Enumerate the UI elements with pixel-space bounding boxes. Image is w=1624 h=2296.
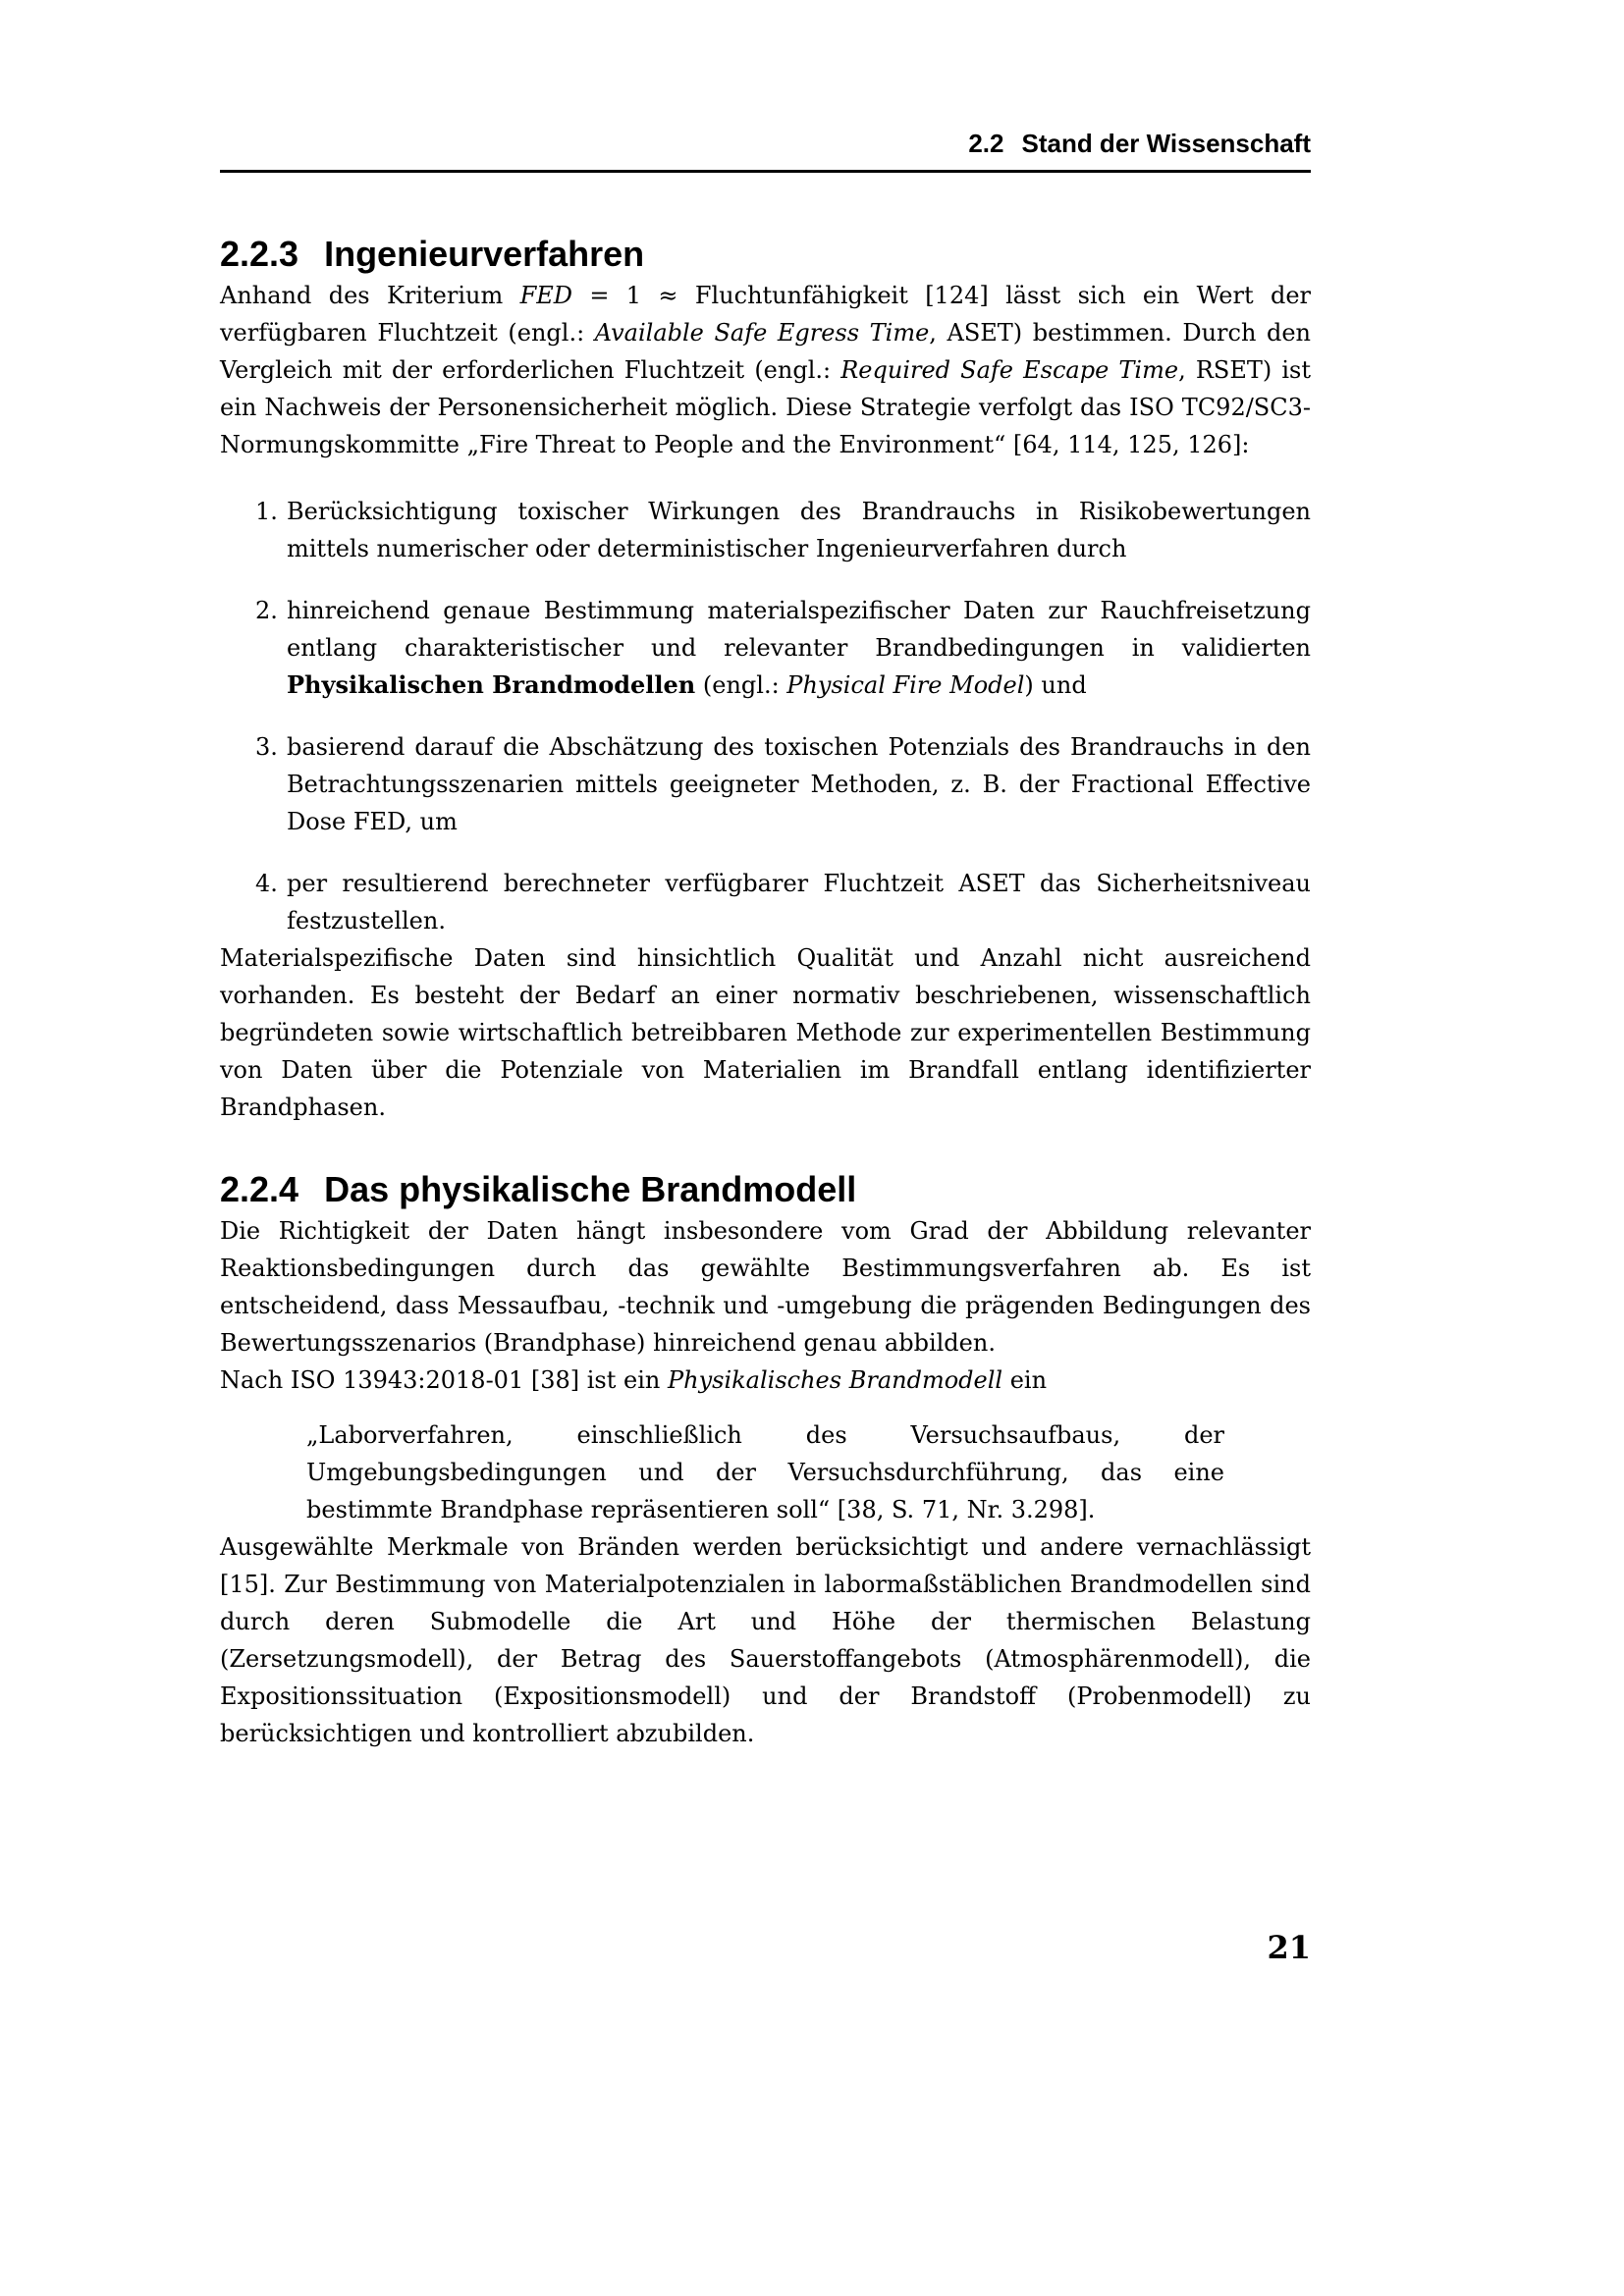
running-header-section-number: 2.2 (968, 129, 1004, 158)
list-item-number: 4. (255, 870, 278, 897)
paragraph-correctness: Die Richtigkeit der Daten hängt insbesondere vom Grad der Abbildung relevanter Reaktionsbedingungen durch das gewählte Bestimmungsverfahren ab. Es ist entscheidend, dass Messaufbau, -technik und -umgebung die prägenden Bedingungen des Bewertungsszenarios (Brandphase) hinreichend genau abbilden. (220, 1217, 1311, 1357)
text-run-italic: Available Safe Egress Time (594, 319, 930, 347)
text-run-italic: Physical Fire Model (786, 671, 1025, 699)
text-run: , RSET) ist ein Nachweis der Personensicherheit möglich. Diese Strategie verfolgt das ISO TC92/SC3-Normungskommitte „Fire Threat to People and the Environment“ [64, 114, 125, 126]: (220, 356, 1312, 458)
list-item-number: 3. (255, 733, 278, 761)
list-item-2 (255, 592, 1311, 704)
text-run: , ASET) bestimmen. Durch den Vergleich mit der erforderlichen Fluchtzeit (engl.: (220, 319, 1312, 384)
text-run-math-fed: FED (519, 282, 572, 309)
heading-title: Ingenieurverfahren (324, 234, 645, 274)
quote-block: „Laborverfahren, einschließlich des Versuchsaufbaus, der Umgebungsbedingungen und der Versuchsdurchführung, das eine bestimmte Brandphase repräsentieren soll“ [38, S. 71, Nr. 3.298]. (306, 1421, 1224, 1523)
text-run: Nach ISO 13943:2018-01 [38] ist ein (220, 1366, 668, 1394)
list-item-number: 1. (255, 498, 278, 525)
text-run: ein (1002, 1366, 1048, 1394)
running-header (220, 128, 1311, 173)
list-item-3 (255, 728, 1311, 840)
list-item-text: hinreichend genaue Bestimmung materialspezifischer Daten zur Rauchfreisetzung entlang charakteristischer und relevanter Brandbedingungen in validierten (287, 597, 1311, 662)
ordered-list (255, 493, 1311, 939)
heading-section-2-2-3 (220, 232, 1311, 277)
paragraph-data-gap: Materialspezifische Daten sind hinsichtlich Qualität und Anzahl nicht ausreichend vorhanden. Es besteht der Bedarf an einer normativ beschriebenen, wissenschaftlich begründeten sowie wirtschaftlich betreibbaren Methode zur experimentellen Bestimmung von Daten über die Potenziale von Materialien im Brandfall entlang identifizierter Brandphasen. (220, 944, 1311, 1121)
list-item-text: per resultierend berechneter verfügbarer Fluchtzeit ASET das Sicherheitsniveau festzustellen. (287, 870, 1311, 934)
text-run: = 1 ≈ Fluchtunfähigkeit [124] lässt sich ein Wert der verfügbaren Fluchtzeit (engl.: (220, 282, 1311, 347)
list-item-number: 2. (255, 597, 278, 624)
paragraph-submodels: Ausgewählte Merkmale von Bränden werden berücksichtigt und andere vernachlässigt [15]. Zur Bestimmung von Materialpotenzialen in labormaßstäblichen Brandmodellen sind durch deren Submodelle die Art und Höhe der thermischen Belastung (Zersetzungsmodell), der Betrag des Sauerstoffangebots (Atmosphärenmodell), die Expositionssituation (Expositionsmodell) und der Brandstoff (Probenmodell) zu berücksichtigen und kontrolliert abzubilden. (220, 1533, 1311, 1747)
text-run-bold: Physikalischen Brandmodellen (287, 670, 696, 699)
text-run-italic: Physikalisches Brandmodell (667, 1366, 1003, 1394)
list-item-1 (255, 493, 1311, 567)
heading-section-2-2-4 (220, 1167, 1311, 1212)
list-item-text: Berücksichtigung toxischer Wirkungen des Brandrauchs in Risikobewertungen mittels numerischer oder deterministischer Ingenieurverfahren durch (287, 498, 1311, 562)
page-number: 21 (1267, 1929, 1311, 1966)
list-item-4 (255, 865, 1311, 939)
paragraph-iso-definition (220, 1362, 1311, 1399)
paragraph-intro (220, 277, 1311, 463)
text-run: Anhand des Kriterium (220, 282, 520, 309)
text-run: ) und (1024, 671, 1087, 699)
heading-title: Das physikalische Brandmodell (324, 1169, 857, 1209)
heading-number: 2.2.3 (220, 234, 299, 274)
page-content (220, 173, 1311, 1752)
list-item-text: basierend darauf die Abschätzung des toxischen Potenzials des Brandrauchs in den Betrachtungsszenarien mittels geeigneter Methoden, z. B. der Fractional Effective Dose FED, um (287, 733, 1311, 835)
text-run: (engl.: (695, 671, 787, 699)
running-header-section-title: Stand der Wissenschaft (1021, 129, 1311, 158)
heading-number: 2.2.4 (220, 1169, 299, 1209)
text-run-italic: Required Safe Escape Time (840, 356, 1179, 384)
